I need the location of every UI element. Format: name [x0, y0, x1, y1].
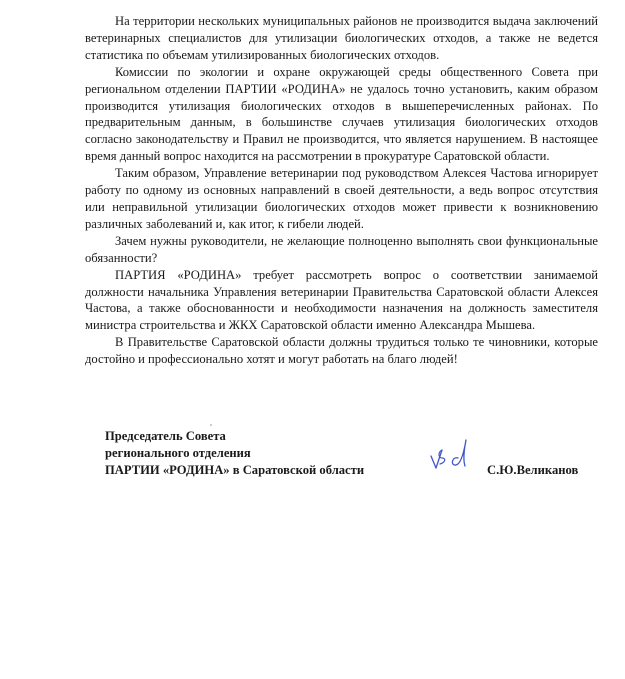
paragraph-no-statistics: На территории нескольких муниципальных районов не производится выдача заключений ветеринарных специалистов для утилизации биологических отходов, а также не ведется статистика по объемам утилизированных биологических отходов.: [85, 14, 598, 62]
paragraph-party-demand: ПАРТИЯ «РОДИНА» требует рассмотреть вопрос о соответствии занимаемой должности начальника Управления ветеринарии Правительства Саратовской области Алексея Частова, а также обоснованности и необходимости назначения на должность заместителя министра строительства и ЖКХ Саратовской области именно Александра Мышева.: [85, 267, 598, 333]
paragraph-commission-findings: Комиссии по экологии и охране окружающей среды общественного Совета при региональном отделении ПАРТИИ «РОДИНА» не удалось точно установить, каким образом производится утилизация биологических отходов в вышеперечисленных районах. По предварительным данным, в большинстве случаев утилизация биологических отходов согласно законодательству и Правил не производится, что является нарушением. В настоящее время данный вопрос находится на рассмотрении в прокуратуре Саратовской области.: [85, 64, 598, 164]
signatory-title-line-3: ПАРТИИ «РОДИНА» в Саратовской области: [105, 463, 365, 477]
paragraph-conclusion: В Правительстве Саратовской области должны трудиться только те чиновники, которые достойно и профессионально хотят и могут работать на благо людей!: [85, 335, 598, 367]
handwritten-signature: [428, 434, 478, 474]
signatory-title-line-1: Председатель Совета: [105, 429, 226, 443]
signatory-title-line-2: регионального отделения: [105, 446, 251, 460]
paragraph-veterinary-department: Таким образом, Управление ветеринарии под руководством Алексея Частова игнорирует работу по одному из основных направлений в своей деятельности, а ведь вопрос отсутствия или неправильной утилизации биологических отходов может привести к возникновению различных заболеваний и, как итог, к гибели людей.: [85, 166, 598, 231]
signatory-name: С.Ю.Великанов: [487, 463, 579, 477]
paragraph-question-leaders: Зачем нужны руководители, не желающие полноценно выполнять свои функциональные обязанности?: [85, 233, 598, 265]
